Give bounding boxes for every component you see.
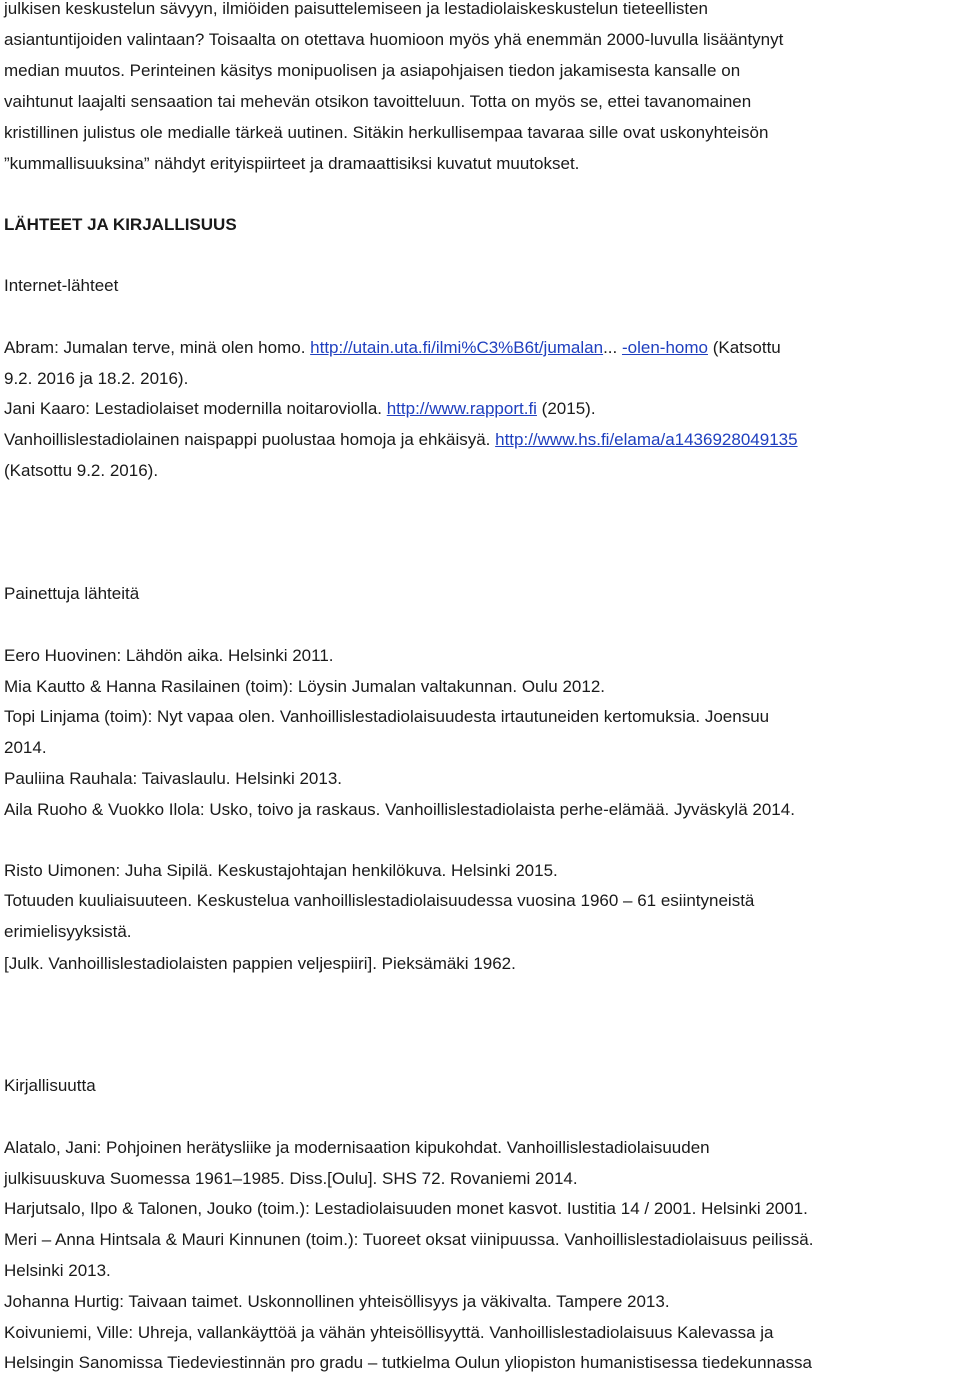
reference-line: Risto Uimonen: Juha Sipilä. Keskustajohtajan henkilökuva. Helsinki 2015. [4,861,558,880]
reference-link[interactable]: http://www.hs.fi/elama/a1436928049135 [495,430,798,449]
reference-line: 2014. [4,738,47,757]
reference-text: Vanhoillislestadiolainen naispappi puolustaa homoja ja ehkäisyä. [4,430,496,449]
reference-text: (Katsottu [707,338,781,357]
reference-line: Mia Kautto & Hanna Rasilainen (toim): Löysin Jumalan valtakunnan. Oulu 2012. [4,677,606,696]
paragraph-line: ”kummallisuuksina” nähdyt erityispiirteet ja dramaattisiksi kuvatut muutokset. [4,154,580,173]
reference-line: Johanna Hurtig: Taivaan taimet. Uskonnollinen yhteisöllisyys ja väkivalta. Tampere 2013. [4,1292,670,1311]
reference-continuation: 9.2. 2016 ja 18.2. 2016). [4,369,189,388]
reference-text: Abram: Jumalan terve, minä olen homo. [4,338,311,357]
reference-line: julkisuuskuva Suomessa 1961–1985. Diss.[Oulu]. SHS 72. Rovaniemi 2014. [4,1169,578,1188]
reference-line: Topi Linjama (toim): Nyt vapaa olen. Vanhoillislestadiolaisuudesta irtautuneiden kertomuksia. Joensuu [4,707,770,726]
reference-vanhoillis [4,429,798,451]
reference-line: Aila Ruoho & Vuokko Ilola: Usko, toivo ja raskaus. Vanhoillislestadiolaista perhe-elämää. Jyväskylä 2014. [4,800,795,819]
reference-line: Koivuniemi, Ville: Uhreja, vallankäyttöä ja vähän yhteisöllisyyttä. Vanhoillislestadiolaisuus Kalevassa ja [4,1323,774,1342]
reference-line: Totuuden kuuliaisuuteen. Keskustelua vanhoillislestadiolaisuudessa vuosina 1960 – 61 esiintyneistä [4,891,755,910]
reference-link[interactable]: http://www.rapport.fi [386,399,537,418]
paragraph-line: median muutos. Perinteinen käsitys monipuolisen ja asiapohjaisen tiedon jakamisesta kansalle on [4,61,741,80]
reference-link[interactable]: -olen-homo [621,338,708,357]
reference-line: Harjutsalo, Ilpo & Talonen, Jouko (toim.): Lestadiolaisuuden monet kasvot. Iustitia 14 / 2001. Helsinki 2001. [4,1199,808,1218]
reference-continuation: (Katsottu 9.2. 2016). [4,461,159,480]
reference-line: Helsinki 2013. [4,1261,111,1280]
paragraph-line: vaihtunut laajalti sensaation tai mehevän otsikon tavoitteluun. Totta on myös se, ettei tavanomainen [4,92,752,111]
subsection-title-internet: Internet-lähteet [4,276,119,295]
reference-line: Helsingin Sanomissa Tiedeviestinnän pro gradu – tutkielma Oulun yliopiston humanistisessa tiedekunnassa [4,1353,812,1372]
paragraph-line: julkisen keskustelun sävyyn, ilmiöiden paisuttelemiseen ja lestadiolaiskeskustelun tieteellisten [4,0,708,18]
reference-link[interactable]: http://utain.uta.fi/ilmi%C3%B6t/jumalan [310,338,604,357]
subsection-title-literature: Kirjallisuutta [4,1076,96,1095]
reference-line: Eero Huovinen: Lähdön aika. Helsinki 2011. [4,646,334,665]
reference-line: Meri – Anna Hintsala & Mauri Kinnunen (toim.): Tuoreet oksat viinipuussa. Vanhoillislestadiolaisuus peilissä. [4,1230,814,1249]
subsection-title-printed: Painettuja lähteitä [4,584,140,603]
reference-abram [4,337,781,359]
reference-line: erimielisyyksistä. [4,922,132,941]
section-heading: LÄHTEET JA KIRJALLISUUS [4,215,237,234]
reference-text: ... [603,338,622,357]
paragraph-line: kristillinen julistus ole medialle tärkeä uutinen. Sitäkin herkullisempaa tavaraa sille ovat uskonyhteisön [4,123,769,142]
reference-line: Pauliina Rauhala: Taivaslaulu. Helsinki 2013. [4,769,343,788]
paragraph-line: asiantuntijoiden valintaan? Toisaalta on otettava huomioon myös yhä enemmän 2000-luvulla lisääntynyt [4,30,784,49]
reference-kaaro [4,398,596,420]
reference-line: [Julk. Vanhoillislestadiolaisten pappien veljespiiri]. Pieksämäki 1962. [4,954,516,973]
reference-text: Jani Kaaro: Lestadiolaiset modernilla noitaroviolla. [4,399,387,418]
reference-line: Alatalo, Jani: Pohjoinen herätysliike ja modernisaation kipukohdat. Vanhoillislestadiolaisuuden [4,1138,710,1157]
reference-text: (2015). [536,399,596,418]
